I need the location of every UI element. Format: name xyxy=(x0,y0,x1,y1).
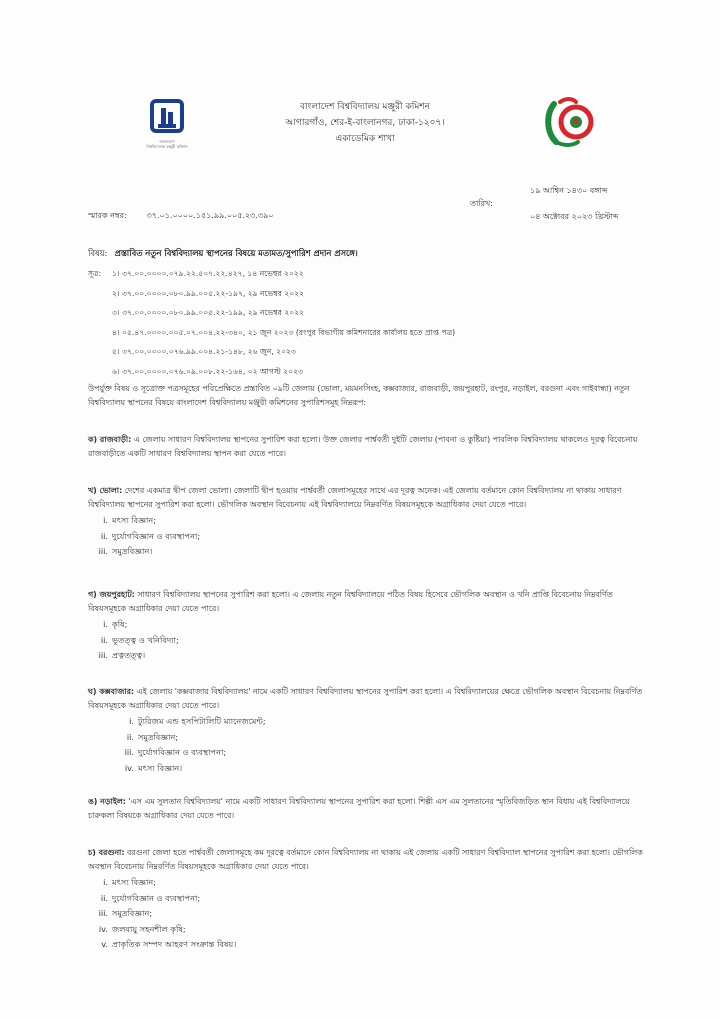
list-item: iii. প্রত্নতত্ত্ব। xyxy=(98,650,146,660)
intro-text: উপর্যুক্ত বিষয় ও সূত্রোক্ত পত্রসমূহের পরিপ্রেক্ষিতে প্রস্তাবিত ০৯টি জেলায় (ভোলা, ময়মনসিংহ, কক্সবাজার, রাজবাড়ী, জয়পুরহাট, রংপুর, নড়াইল, বরগুনা এবং গাইবান্ধা) নতুন বিশ্ববিদ্যালয় স্থাপনের বিষয়ে বাংলাদেশ বিশ্ববিদ্যালয় মঞ্জুরী কমিশনের সুপারিশসমূহ নিম্নরূপ: xyxy=(88,384,630,407)
list-item: ii. দুর্যোগবিজ্ঞান ও ব্যবস্থাপনা; xyxy=(100,530,201,541)
section-name: একাডেমিক শাখা xyxy=(335,134,395,144)
list-item: ii. ভূতত্ত্ব ও খনিবিদ্যা; xyxy=(100,634,179,645)
intro-paragraph xyxy=(88,382,648,409)
logo-caption-line-2: বিশ্ববিদ্যালয় মঞ্জুরী কমিশন xyxy=(146,144,188,149)
date-label: তারিখ: xyxy=(470,199,493,208)
date-block xyxy=(470,184,670,223)
anniversary-emblem-icon xyxy=(542,92,600,150)
references-label: সূত্র: xyxy=(88,269,102,278)
section-coxsbazar xyxy=(88,685,648,776)
subject-text: প্রস্তাবিত নতুন বিশ্ববিদ্যালয় স্থাপনের বিষয়ে মতামত/সুপারিশ প্রদান প্রসঙ্গে। xyxy=(114,248,358,258)
section-text: বরগুনা জেলা হতে পার্শ্ববর্তী জেলাসমূহে কম দূরত্বে বর্তমানে কোন বিশ্ববিদ্যালয় না থাকায় এই জেলায় একটি সাধারণ বিশ্ববিদ্যাল স্থাপনের সুপারিশ করা হলো। ভৌগলিক অবস্থান বিবেচনায় নিম্নবর্ণিত বিষয়সমূহকে অগ্রাধিকার দেয়া যেতে পারে। xyxy=(88,848,643,871)
list-item: iv. মৎস্য বিজ্ঞান। xyxy=(124,762,183,773)
section-heading: ঙ) নড়াইল: xyxy=(88,797,126,806)
section-heading: চ) বরগুনা: xyxy=(88,848,125,857)
reference-item: ৫। ৩৭.০০.০০০০.০৭৬.৯৯.০০৪.২১-১৪৮, ২৬ জুন, ২০২৩ xyxy=(112,347,296,356)
reference-item: ৩। ৩৭.০০.০০০০.০৮০.৯৯.০০৫.২২-১৯৯, ২৯ নভেম্বর ২০২২ xyxy=(112,308,305,317)
subject-label: বিষয়: xyxy=(88,248,108,258)
section-text: সাধারণ বিশ্ববিদ্যালয় স্থাপনের সুপারিশ করা হলো। এ জেলায় নতুন বিশ্ববিদ্যালয়ে পঠিত বিষয় হিসেবে ভৌগলিক অবস্থান ও খনি প্রাপ্তি বিবেচনায় নিম্নবর্ণিত বিষয়সমূহকে অগ্রাধিকার দেয়া যেতে পারে। xyxy=(88,590,613,613)
reference-item: ২। ৩৭.০০.০০০০.০৮০.৯৯.০০৫.২২-১৯৭, ২৯ নভেম্বর ২০২২ xyxy=(112,288,305,298)
subject-line xyxy=(88,247,358,261)
anniversary-emblem xyxy=(542,92,600,150)
list-item: i. মৎস্য বিজ্ঞান; xyxy=(103,877,157,887)
reference-item: ৪। ০৫.৪৭.০০০০.০০৫.০৭.০০৪.২২-৩৪০, ২১ জুন ২০২৩ (রংপুর বিভাগীয় কমিশনারের কার্যালয় হতে প্রাপ্ত পত্র) xyxy=(112,327,456,337)
letterhead xyxy=(250,99,480,147)
list-item: iii. দুর্যোগবিজ্ঞান ও ব্যবস্থাপনা; xyxy=(124,747,227,757)
logo-caption-line-1: বাংলাদেশ xyxy=(159,139,175,144)
list-item: iv. জলবায়ু সহনশীল কৃষি; xyxy=(98,923,186,934)
reference-item: ৬। ৩৭.০০.০০০০.০৭৬.০৯.০০৮.২২-১৬৪, ০২ আগস্ট ২০২৩ xyxy=(112,366,303,376)
section-heading: ঘ) কক্সবাজার: xyxy=(88,687,135,696)
ugc-logo xyxy=(132,98,202,148)
section-heading: খ) ভোলা: xyxy=(88,486,123,495)
list-item: ii. দুর্যোগবিজ্ঞান ও ব্যবস্থাপনা; xyxy=(100,892,201,903)
section-heading: ক) রাজবাড়ী: xyxy=(88,435,132,444)
section-text: এই জেলায় 'কক্সবাজার বিশ্ববিদ্যালয়' নামে একটি সাধারণ বিশ্ববিদ্যালয় স্থাপনের সুপারিশ করা হলো। এ বিশ্ববিদ্যালয়ের ক্ষেত্রে ভৌগলিক অবস্থান বিবেচনায় নিম্নবর্ণিত বিষয়সমূহকে অগ্রাধিকার দেয়া যেতে পারে। xyxy=(88,687,643,710)
list-item: i. কৃষি; xyxy=(103,619,128,629)
section-joypurhat xyxy=(88,588,648,664)
org-name: বাংলাদেশ বিশ্ববিদ্যালয় মঞ্জুরী কমিশন xyxy=(299,102,431,112)
references xyxy=(88,264,455,381)
section-rajbari xyxy=(88,433,648,460)
list-item: i. ট্যুরিজম এন্ড হসপিটালিটি ম্যানেজমেন্ট; xyxy=(129,716,266,726)
section-narail xyxy=(88,795,648,822)
section-heading: গ) জয়পুরহাট: xyxy=(88,590,135,599)
org-address: আগারগাঁও, শের-ই-বাংলানগর, ঢাকা-১২০৭। xyxy=(285,118,445,128)
section-text: এ জেলায় সাধারণ বিশ্ববিদ্যালয় স্থাপনের সুপারিশ করা হলো। উক্ত জেলার পার্শ্ববর্তী দুইটি জেলায় (পাবনা ও কুষ্টিয়া) পাবলিক বিশ্ববিদ্যালয় থাকলেও দূরত্ব বিবেচনায় রাজবাড়ীতে একটি সাধারণ বিশ্ববিদ্যালয় স্থাপন করা যেতে পারে। xyxy=(88,435,638,458)
list-item: ii. সমুদ্রবিজ্ঞান; xyxy=(126,731,179,742)
memo-value: ৩৭.০১.০০০০.১৫১.৯৯.০০৫.২৩.৩৯০ xyxy=(146,211,274,220)
list-item: iii. সমুদ্রবিজ্ঞান; xyxy=(98,908,153,918)
section-barguna xyxy=(88,846,648,953)
ugc-logo-icon xyxy=(146,98,188,138)
list-item: iii. সমুদ্রবিজ্ঞান। xyxy=(98,546,153,556)
section-text: 'এস এম সুলতান বিশ্ববিদ্যালয়' নামে একটি সাধারণ বিশ্ববিদ্যালয় স্থাপনের সুপারিশ করা হলো। শিল্পী এস এম সুলতানের স্মৃতিবিজড়িত স্থান বিধায় এই বিশ্ববিদ্যালয়ে চারুকলা বিষয়কে অগ্রাধিকার দেয়া যেতে পারে। xyxy=(88,797,630,820)
memo-number xyxy=(88,210,274,223)
reference-item: ১। ৩৭.০০.০০০০.০৭৯.২২.৫০৭.২২.৪২৭, ১৪ নভেম্বর ২০২২ xyxy=(112,269,304,278)
list-item: v. প্রাকৃতিক সম্পদ আহরণ সংক্রান্ত বিষয়। xyxy=(101,939,237,949)
section-text: দেশের একমাত্র দ্বীপ জেলা ভোলা। জেলাটি দ্বীপ হওয়ায় পার্শ্ববর্তী জেলাসমূহের সাথে এর দূরত্ব অনেক। এই জেলায় বর্তমানে কোন বিশ্ববিদ্যালয় না থাকায় সাধারণ বিশ্ববিদ্যালয় স্থাপনের সুপারিশ করা হলো। ভৌগলিক অবস্থান বিবেচনায় এই বিশ্ববিদ্যালয়ে নিম্নবর্ণিত বিষয়সমূহকে অগ্রাধিকার দেয়া যেতে পারে। xyxy=(88,486,622,509)
section-bhola xyxy=(88,484,648,560)
date-bangla: ১৯ আশ্বিন ১৪৩০ বঙ্গাব্দ xyxy=(530,186,608,195)
date-gregorian: ০৪ অক্টোবর ২০২৩ খ্রিস্টাব্দ xyxy=(530,212,619,221)
list-item: i. মৎস্য বিজ্ঞান; xyxy=(103,515,157,525)
memo-label: স্মারক নম্বর: xyxy=(88,211,127,220)
